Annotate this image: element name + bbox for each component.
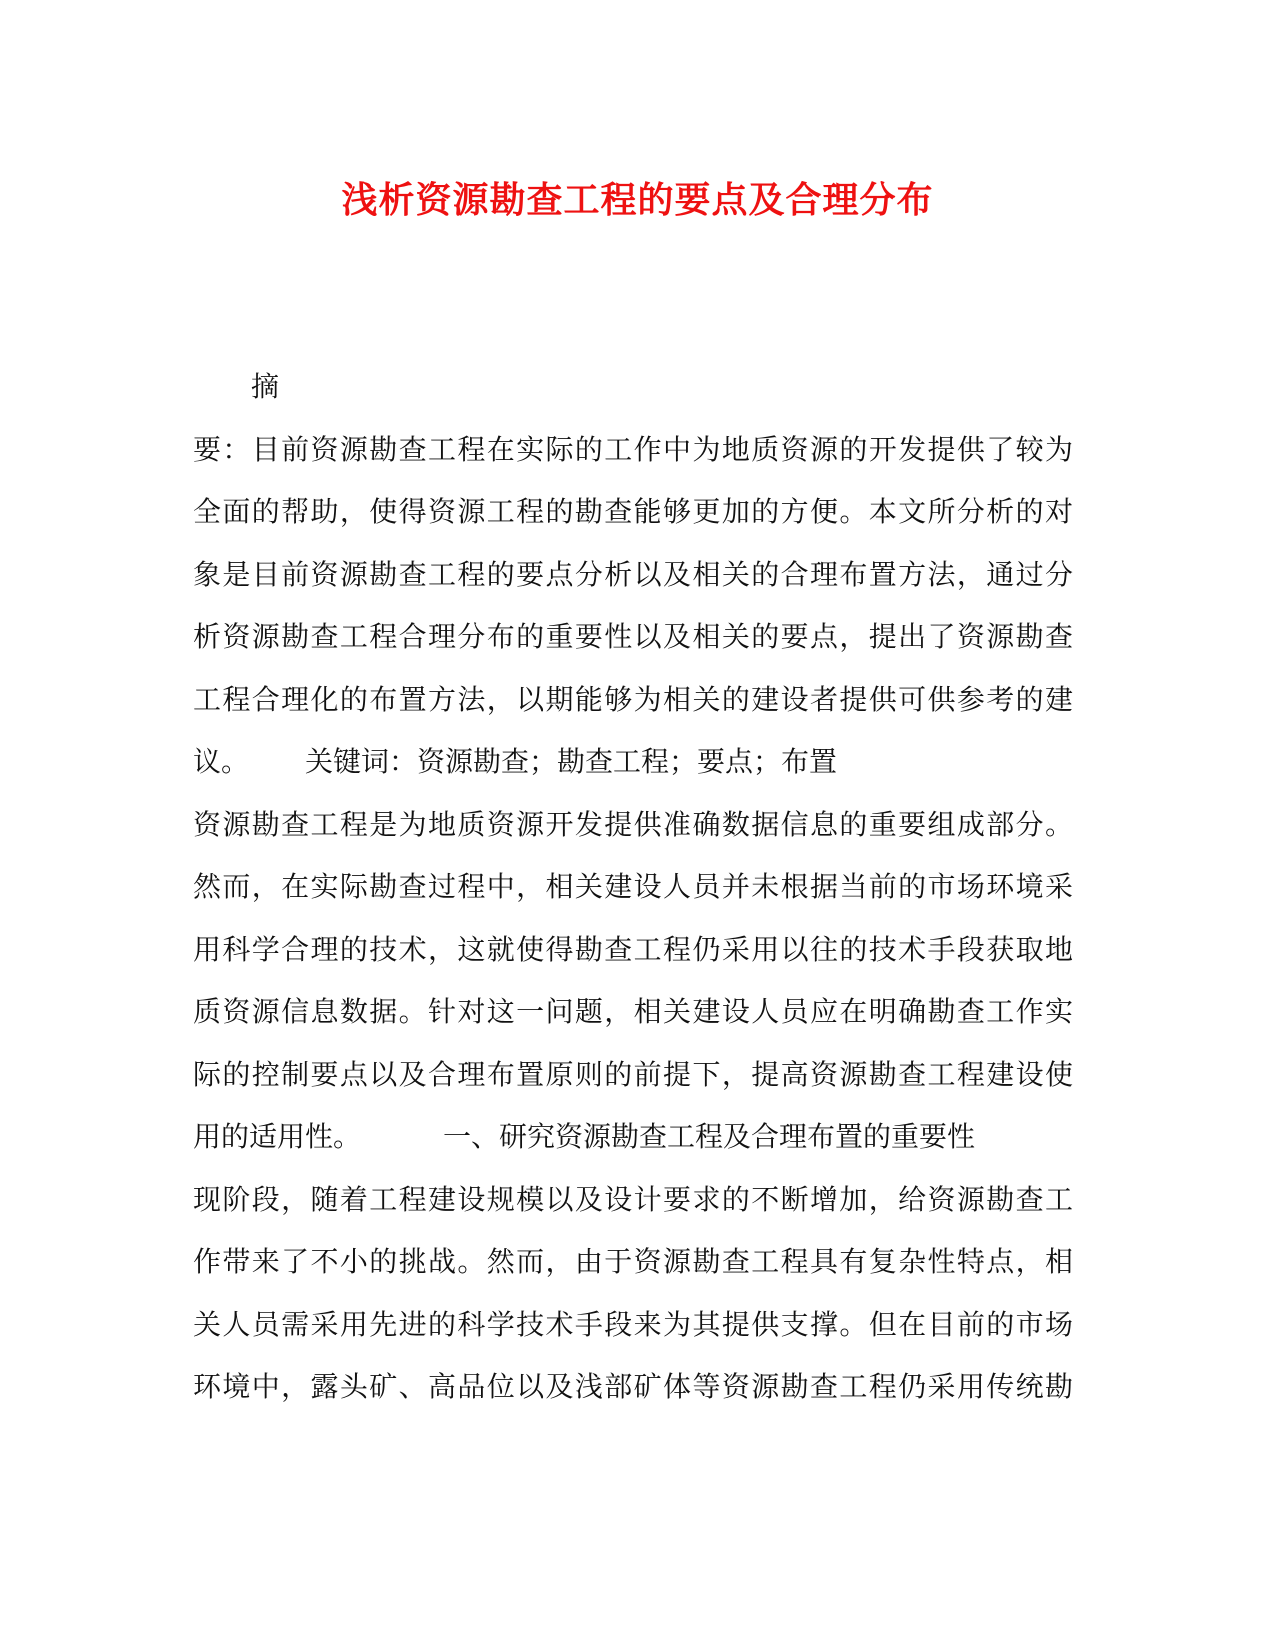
- text-line: 资源勘查工程是为地质资源开发提供准确数据信息的重要组成部分。: [193, 807, 1073, 841]
- text-line: 要：目前资源勘查工程在实际的工作中为地质资源的开发提供了较为: [193, 432, 1073, 466]
- abstract-label-line: [193, 356, 1073, 419]
- text-line: 用科学合理的技术，这就使得勘查工程仍采用以往的技术手段获取地: [193, 932, 1073, 966]
- keywords-line: [193, 731, 1073, 794]
- text-line: 然而，在实际勘查过程中，相关建设人员并未根据当前的市场环境采: [193, 870, 1073, 903]
- document-title: 浅析资源勘查工程的要点及合理分布: [341, 179, 934, 221]
- text-line: 全面的帮助，使得资源工程的勘查能够更加的方便。本文所分析的对: [193, 495, 1073, 528]
- text-line: 质资源信息数据。针对这一问题，相关建设人员应在明确勘查工作实: [193, 995, 1073, 1028]
- text-line: 环境中，露头矿、高品位以及浅部矿体等资源勘查工程仍采用传统勘: [193, 1370, 1073, 1403]
- text-line: 际的控制要点以及合理布置原则的前提下，提高资源勘查工程建设使: [193, 1057, 1073, 1091]
- text-line: 析资源勘查工程合理分布的重要性以及相关的要点，提出了资源勘查: [193, 620, 1073, 653]
- text-line: 象是目前资源勘查工程的要点分析以及相关的合理布置方法，通过分: [193, 557, 1073, 591]
- text-line: 关人员需采用先进的科学技术手段来为其提供支撑。但在目前的市场: [193, 1307, 1073, 1341]
- text-line: 现阶段，随着工程建设规模以及设计要求的不断增加，给资源勘查工: [193, 1182, 1073, 1216]
- text-line: 议。: [193, 745, 250, 778]
- document-body: [193, 356, 1073, 1419]
- text-line: 作带来了不小的挑战。然而，由于资源勘查工程具有复杂性特点，相: [193, 1245, 1073, 1278]
- text-line: 摘: [251, 370, 280, 403]
- section-heading: 一、研究资源勘查工程及合理布置的重要性: [443, 1120, 976, 1153]
- text-line: 工程合理化的布置方法，以期能够为相关的建设者提供可供参考的建: [193, 682, 1073, 716]
- section-heading-line: [193, 1106, 1073, 1169]
- text-line: 用的适用性。: [193, 1120, 362, 1153]
- keywords-text: 关键词：资源勘查；勘查工程；要点；布置: [305, 745, 838, 778]
